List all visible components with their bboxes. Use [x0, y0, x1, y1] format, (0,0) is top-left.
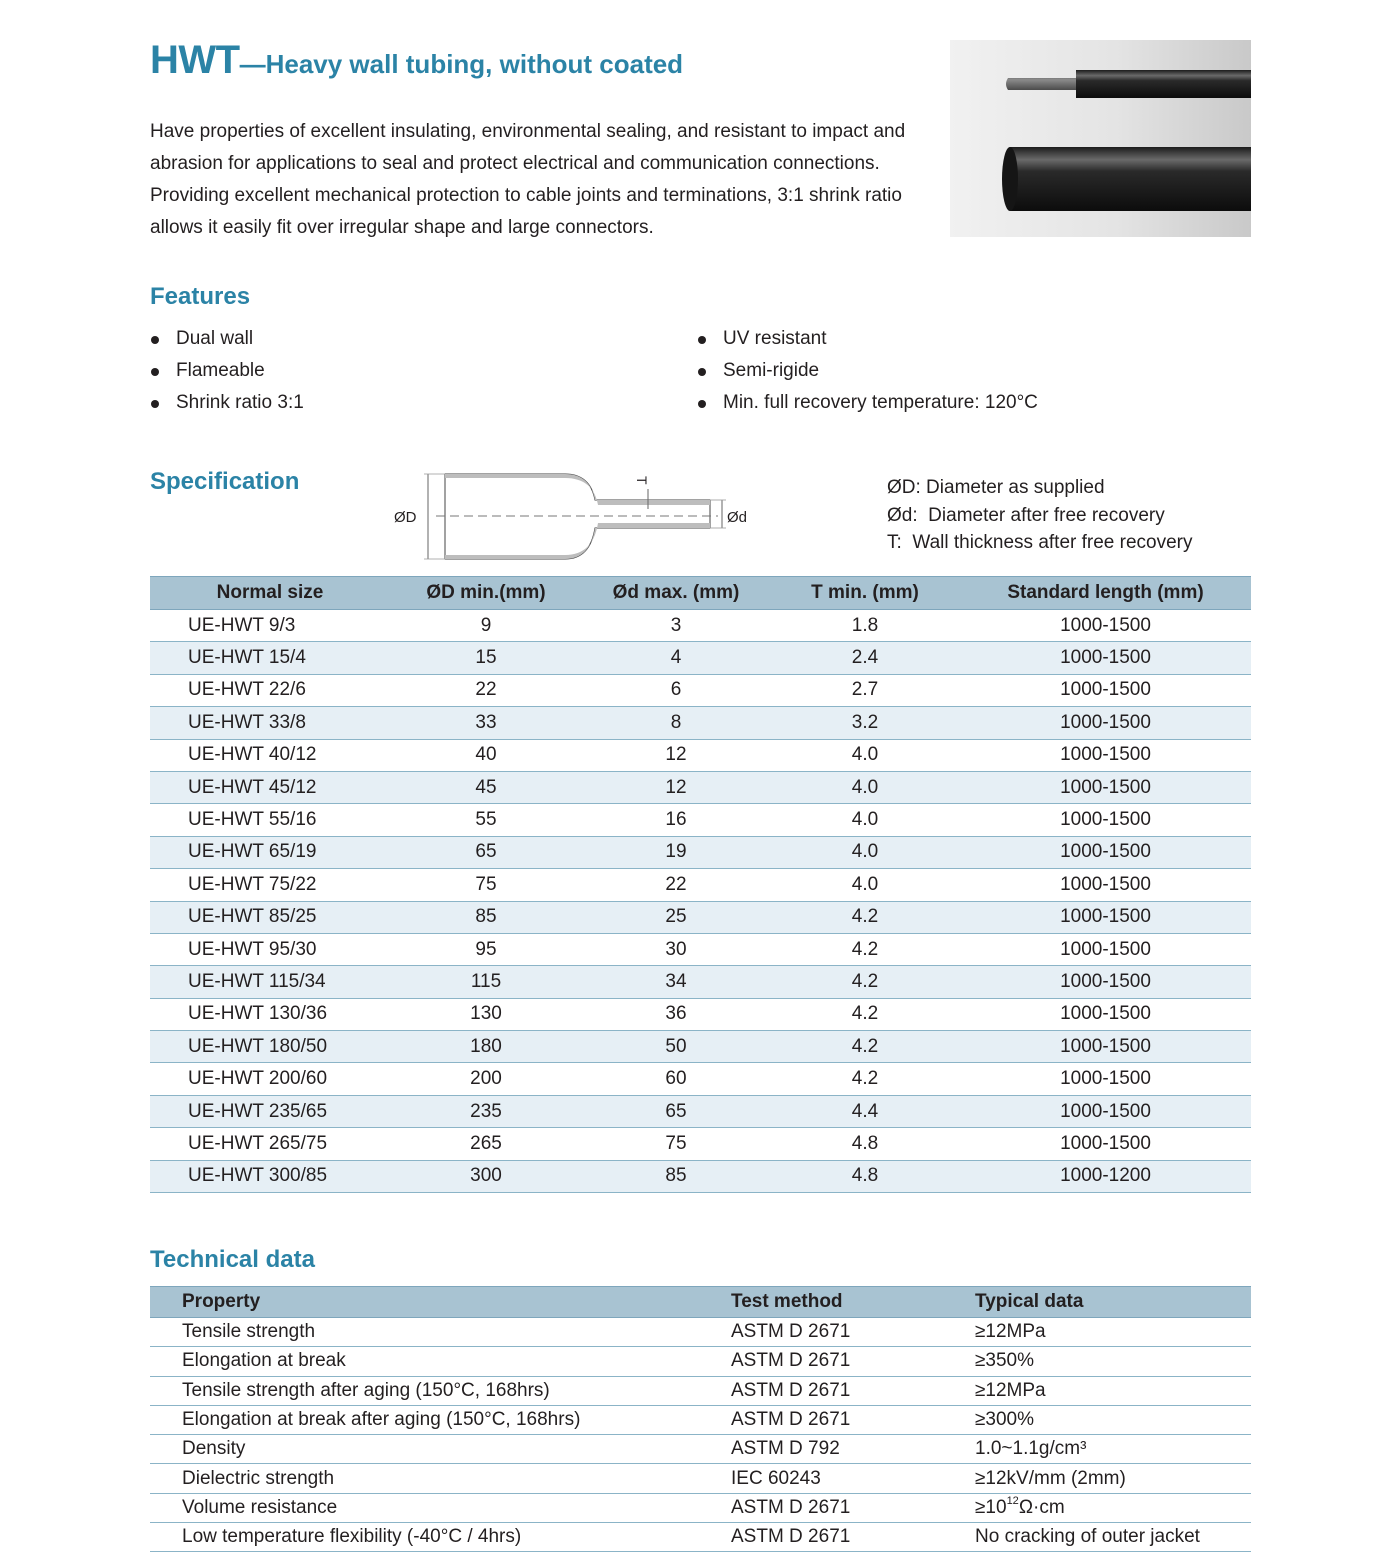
outer-diameter-cell: 40	[390, 739, 582, 771]
test-method-cell: ASTM D 2671	[731, 1523, 975, 1552]
wall-thickness-cell: 4.0	[770, 804, 960, 836]
diagram-label-d-inner: Ød	[727, 509, 748, 526]
property-cell: Elongation at break	[150, 1347, 731, 1376]
column-header: Property	[150, 1287, 731, 1318]
table-row	[150, 1464, 1251, 1493]
wall-thickness-cell: 4.2	[770, 1063, 960, 1095]
wall-thickness-cell: 4.8	[770, 1160, 960, 1192]
specification-table	[150, 576, 1251, 1193]
specification-heading: Specification	[150, 468, 300, 495]
size-cell: UE-HWT 55/16	[150, 804, 390, 836]
table-row	[150, 933, 1251, 965]
table-row	[150, 674, 1251, 706]
diagram-label-t: T	[634, 476, 650, 485]
wall-thickness-cell: 4.2	[770, 1031, 960, 1063]
typical-data-cell: No cracking of outer jacket	[975, 1523, 1251, 1552]
wall-thickness-cell: 4.2	[770, 998, 960, 1030]
test-method-cell: IEC 60243	[731, 1464, 975, 1493]
outer-diameter-cell: 300	[390, 1160, 582, 1192]
features-heading: Features	[150, 283, 251, 310]
table-row	[150, 1095, 1251, 1127]
features-list-left	[150, 323, 304, 419]
outer-diameter-cell: 200	[390, 1063, 582, 1095]
length-cell: 1000-1500	[960, 804, 1251, 836]
table-row	[150, 739, 1251, 771]
table-row	[150, 1435, 1251, 1464]
length-cell: 1000-1500	[960, 869, 1251, 901]
feature-item: Semi-rigide	[697, 355, 1038, 387]
inner-diameter-cell: 25	[582, 901, 770, 933]
product-subtitle: —Heavy wall tubing, without coated	[239, 49, 684, 79]
property-cell: Low temperature flexibility (-40°C / 4hrs)	[150, 1523, 731, 1552]
outer-diameter-cell: 75	[390, 869, 582, 901]
outer-diameter-cell: 33	[390, 707, 582, 739]
length-cell: 1000-1500	[960, 836, 1251, 868]
size-cell: UE-HWT 95/30	[150, 933, 390, 965]
inner-diameter-cell: 60	[582, 1063, 770, 1095]
length-cell: 1000-1500	[960, 998, 1251, 1030]
wall-thickness-cell: 4.0	[770, 869, 960, 901]
outer-diameter-cell: 45	[390, 771, 582, 803]
inner-diameter-cell: 34	[582, 966, 770, 998]
inner-diameter-cell: 12	[582, 771, 770, 803]
table-row	[150, 804, 1251, 836]
feature-item: Min. full recovery temperature: 120°C	[697, 387, 1038, 419]
length-cell: 1000-1500	[960, 1063, 1251, 1095]
size-cell: UE-HWT 130/36	[150, 998, 390, 1030]
column-header: Test method	[731, 1287, 975, 1318]
table-row	[150, 771, 1251, 803]
size-cell: UE-HWT 75/22	[150, 869, 390, 901]
technical-data-heading: Technical data	[150, 1246, 315, 1273]
outer-diameter-cell: 180	[390, 1031, 582, 1063]
table-row	[150, 707, 1251, 739]
table-row	[150, 642, 1251, 674]
wall-thickness-cell: 4.2	[770, 901, 960, 933]
product-photo	[950, 40, 1251, 237]
table-row	[150, 1128, 1251, 1160]
outer-diameter-cell: 265	[390, 1128, 582, 1160]
length-cell: 1000-1500	[960, 739, 1251, 771]
typical-data-cell: ≥12MPa	[975, 1376, 1251, 1405]
size-cell: UE-HWT 22/6	[150, 674, 390, 706]
column-header: Typical data	[975, 1287, 1251, 1318]
wall-thickness-cell: 4.0	[770, 836, 960, 868]
size-cell: UE-HWT 9/3	[150, 610, 390, 642]
test-method-cell: ASTM D 2671	[731, 1318, 975, 1347]
column-header: Ød max. (mm)	[582, 577, 770, 610]
test-method-cell: ASTM D 792	[731, 1435, 975, 1464]
table-row	[150, 610, 1251, 642]
length-cell: 1000-1200	[960, 1160, 1251, 1192]
typical-data-cell: ≥300%	[975, 1405, 1251, 1434]
intro-paragraph: Have properties of excellent insulating, environmental sealing, and resistant to impact and abrasion for applications to seal and protect electrical and communication connections. Providing excellent mechanical protection to cable joints and terminations, 3:1 shrink ratio allows it easily fit over irregular shape and large connectors.	[150, 121, 906, 238]
outer-diameter-cell: 85	[390, 901, 582, 933]
outer-diameter-cell: 95	[390, 933, 582, 965]
legend-item: Ød: Diameter after free recovery	[887, 504, 1165, 526]
feature-item: Flameable	[150, 355, 304, 387]
inner-diameter-cell: 12	[582, 739, 770, 771]
outer-diameter-cell: 130	[390, 998, 582, 1030]
inner-diameter-cell: 85	[582, 1160, 770, 1192]
inner-diameter-cell: 22	[582, 869, 770, 901]
property-cell: Tensile strength after aging (150°C, 168hrs)	[150, 1376, 731, 1405]
typical-data-cell: ≥12kV/mm (2mm)	[975, 1464, 1251, 1493]
table-row	[150, 1376, 1251, 1405]
property-cell: Dielectric strength	[150, 1464, 731, 1493]
wall-thickness-cell: 4.0	[770, 739, 960, 771]
wall-thickness-cell: 2.7	[770, 674, 960, 706]
wall-thickness-cell: 4.8	[770, 1128, 960, 1160]
column-header: ØD min.(mm)	[390, 577, 582, 610]
length-cell: 1000-1500	[960, 674, 1251, 706]
typical-data-cell: ≥350%	[975, 1347, 1251, 1376]
table-row	[150, 1523, 1251, 1552]
legend-item: T: Wall thickness after free recovery	[887, 532, 1193, 553]
table-row	[150, 1347, 1251, 1376]
size-cell: UE-HWT 40/12	[150, 739, 390, 771]
table-row	[150, 966, 1251, 998]
outer-diameter-cell: 9	[390, 610, 582, 642]
outer-diameter-cell: 55	[390, 804, 582, 836]
table-row	[150, 1405, 1251, 1434]
wall-thickness-cell: 4.2	[770, 933, 960, 965]
page-title	[150, 38, 683, 83]
typical-data-cell: 1.0~1.1g/cm³	[975, 1435, 1251, 1464]
size-cell: UE-HWT 115/34	[150, 966, 390, 998]
length-cell: 1000-1500	[960, 901, 1251, 933]
outer-diameter-cell: 22	[390, 674, 582, 706]
spec-legend	[887, 474, 1193, 557]
size-cell: UE-HWT 200/60	[150, 1063, 390, 1095]
table-row	[150, 1160, 1251, 1192]
length-cell: 1000-1500	[960, 642, 1251, 674]
product-code: HWT	[150, 38, 240, 82]
size-cell: UE-HWT 300/85	[150, 1160, 390, 1192]
inner-diameter-cell: 3	[582, 610, 770, 642]
property-cell: Elongation at break after aging (150°C, 168hrs)	[150, 1405, 731, 1434]
length-cell: 1000-1500	[960, 707, 1251, 739]
wall-thickness-cell: 4.4	[770, 1095, 960, 1127]
feature-item: UV resistant	[697, 323, 1038, 355]
inner-diameter-cell: 6	[582, 674, 770, 706]
legend-item: ØD: Diameter as supplied	[887, 477, 1105, 498]
outer-diameter-cell: 115	[390, 966, 582, 998]
column-header: Standard length (mm)	[960, 577, 1251, 610]
column-header: Normal size	[150, 577, 390, 610]
typical-data-cell: $\ge 10^{12}\Omega\cdot cm$	[975, 1493, 1251, 1522]
length-cell: 1000-1500	[960, 771, 1251, 803]
length-cell: 1000-1500	[960, 1095, 1251, 1127]
inner-diameter-cell: 16	[582, 804, 770, 836]
table-row	[150, 1063, 1251, 1095]
technical-data-table	[150, 1286, 1251, 1552]
table-header-row	[150, 1287, 1251, 1318]
inner-diameter-cell: 36	[582, 998, 770, 1030]
test-method-cell: ASTM D 2671	[731, 1405, 975, 1434]
wall-thickness-cell: 4.0	[770, 771, 960, 803]
property-cell: Tensile strength	[150, 1318, 731, 1347]
outer-diameter-cell: 15	[390, 642, 582, 674]
size-cell: UE-HWT 85/25	[150, 901, 390, 933]
inner-diameter-cell: 8	[582, 707, 770, 739]
size-cell: UE-HWT 180/50	[150, 1031, 390, 1063]
size-cell: UE-HWT 235/65	[150, 1095, 390, 1127]
property-cell: Volume resistance	[150, 1493, 731, 1522]
wall-thickness-cell: 4.2	[770, 966, 960, 998]
outer-diameter-cell: 235	[390, 1095, 582, 1127]
table-row	[150, 998, 1251, 1030]
wall-thickness-cell: 1.8	[770, 610, 960, 642]
typical-data-cell: ≥12MPa	[975, 1318, 1251, 1347]
length-cell: 1000-1500	[960, 1128, 1251, 1160]
table-row	[150, 901, 1251, 933]
test-method-cell: ASTM D 2671	[731, 1493, 975, 1522]
length-cell: 1000-1500	[960, 1031, 1251, 1063]
feature-item: Dual wall	[150, 323, 304, 355]
inner-diameter-cell: 50	[582, 1031, 770, 1063]
table-header-row	[150, 577, 1251, 610]
inner-diameter-cell: 19	[582, 836, 770, 868]
feature-item: Shrink ratio 3:1	[150, 387, 304, 419]
test-method-cell: ASTM D 2671	[731, 1347, 975, 1376]
inner-diameter-cell: 75	[582, 1128, 770, 1160]
size-cell: UE-HWT 15/4	[150, 642, 390, 674]
property-cell: Density	[150, 1435, 731, 1464]
test-method-cell: ASTM D 2671	[731, 1376, 975, 1405]
diagram-label-d-outer: ØD	[394, 509, 417, 526]
wall-thickness-cell: 3.2	[770, 707, 960, 739]
table-row	[150, 1318, 1251, 1347]
table-row	[150, 836, 1251, 868]
tubing-dimension-diagram	[390, 465, 760, 570]
length-cell: 1000-1500	[960, 966, 1251, 998]
length-cell: 1000-1500	[960, 933, 1251, 965]
size-cell: UE-HWT 65/19	[150, 836, 390, 868]
wall-thickness-cell: 2.4	[770, 642, 960, 674]
features-list-right	[697, 323, 1038, 419]
inner-diameter-cell: 4	[582, 642, 770, 674]
outer-diameter-cell: 65	[390, 836, 582, 868]
size-cell: UE-HWT 45/12	[150, 771, 390, 803]
inner-diameter-cell: 65	[582, 1095, 770, 1127]
table-row	[150, 1031, 1251, 1063]
table-row	[150, 869, 1251, 901]
size-cell: UE-HWT 33/8	[150, 707, 390, 739]
inner-diameter-cell: 30	[582, 933, 770, 965]
size-cell: UE-HWT 265/75	[150, 1128, 390, 1160]
column-header: T min. (mm)	[770, 577, 960, 610]
length-cell: 1000-1500	[960, 610, 1251, 642]
table-row	[150, 1493, 1251, 1522]
